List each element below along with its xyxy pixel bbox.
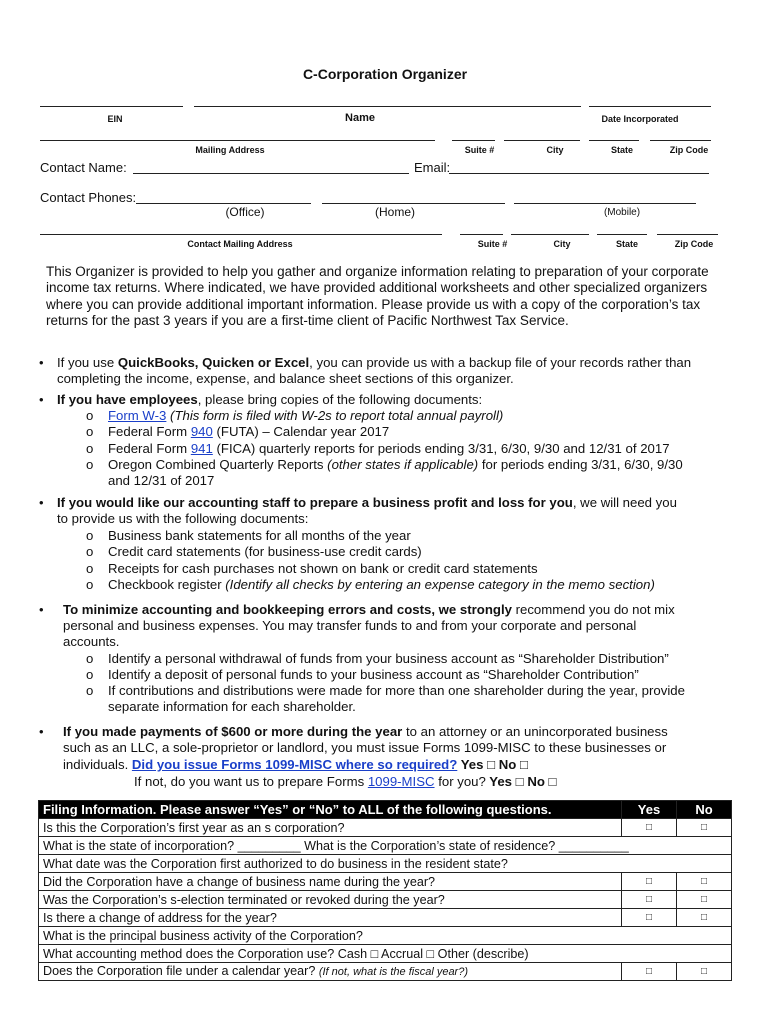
form-940-link[interactable]: 940 <box>190 424 213 439</box>
question-authorized-date[interactable]: What date was the Corporation first authorized to do business in the resident state? <box>39 855 732 873</box>
question-state[interactable]: What is the state of incorporation? _________ What is the Corporation’s state of residence? __________ <box>39 837 732 855</box>
no-checkbox[interactable]: □ <box>677 963 732 981</box>
contact-mailing-address-label: Contact Mailing Address <box>187 239 293 249</box>
sub-bullet-icon: o <box>86 683 94 698</box>
contact-phones-label: Contact Phones: <box>40 190 137 205</box>
no-checkbox[interactable]: □ <box>677 873 732 891</box>
sub-bullet-icon: o <box>86 424 94 439</box>
item-oregon-reports: Oregon Combined Quarterly Reports (other states if applicable) for periods ending 3/31, 6/30, 9/30 and 12/31 of 2017 <box>108 457 683 489</box>
mailing-address-field[interactable] <box>40 140 435 141</box>
bullet-minimize-errors-line3: accounts. <box>63 634 120 649</box>
table-row <box>39 927 732 945</box>
question-first-year: Is this the Corporation’s first year as an s corporation? <box>39 819 622 837</box>
bullet-icon: • <box>39 355 44 370</box>
zip-field[interactable] <box>650 140 711 141</box>
mobile-phone-field[interactable] <box>514 203 696 204</box>
question-address-change: Is there a change of address for the year? <box>39 909 622 927</box>
state-field[interactable] <box>589 140 639 141</box>
item-form-w3: Form W-3 (This form is filed with W-2s to report total annual payroll) <box>108 408 504 423</box>
contact-mailing-address-field[interactable] <box>40 234 442 235</box>
zip-label: Zip Code <box>669 145 709 155</box>
no-header: No <box>677 801 732 819</box>
no-checkbox[interactable]: □ <box>677 891 732 909</box>
email-field[interactable] <box>449 173 709 174</box>
contact-state-field[interactable] <box>597 234 647 235</box>
bullet-employees: If you have employees, please bring copies of the following documents: <box>57 392 483 407</box>
contact-state-label: State <box>615 239 638 249</box>
filing-header: Filing Information. Please answer “Yes” or “No” to ALL of the following questions. <box>39 801 622 819</box>
item-multiple-shareholders: If contributions and distributions were made for more than one shareholder during the year, provide separate information for each shareholder. <box>108 683 685 715</box>
yes-header: Yes <box>622 801 677 819</box>
question-business-activity[interactable]: What is the principal business activity of the Corporation? <box>39 927 732 945</box>
bullet-profit-loss: If you would like our accounting staff to prepare a business profit and loss for you, we will need you to provide us with the following documents: <box>57 495 677 527</box>
table-row <box>39 837 732 855</box>
sub-bullet-icon: o <box>86 457 94 472</box>
name-field[interactable] <box>194 106 581 107</box>
bullet-1099-payments: If you made payments of $600 or more during the year to an attorney or an unincorporated business <box>63 724 668 739</box>
yes-checkbox[interactable]: □ <box>622 891 677 909</box>
item-credit-card-statements: Credit card statements (for business-use credit cards) <box>108 544 422 559</box>
form-941-link[interactable]: 941 <box>190 441 213 456</box>
sub-bullet-icon: o <box>86 528 94 543</box>
suite-label: Suite # <box>464 145 495 155</box>
table-row <box>39 855 732 873</box>
contact-name-field[interactable] <box>133 173 409 174</box>
name-label: Name <box>345 112 375 124</box>
bullet-1099-line3: individuals. Did you issue Forms 1099-MISC where so required? Yes □ No □ <box>63 757 528 772</box>
item-form-941: Federal Form 941 (FICA) quarterly reports for periods ending 3/31, 6/30, 9/30 and 12/31 of 2017 <box>108 441 670 456</box>
suite-field[interactable] <box>452 140 495 141</box>
contact-zip-field[interactable] <box>657 234 718 235</box>
table-row <box>39 945 732 963</box>
sub-bullet-icon: o <box>86 408 94 423</box>
item-shareholder-distribution: Identify a personal withdrawal of funds from your business account as “Shareholder Distribution” <box>108 651 669 666</box>
office-phone-field[interactable] <box>136 203 311 204</box>
question-name-change: Did the Corporation have a change of business name during the year? <box>39 873 622 891</box>
item-receipts: Receipts for cash purchases not shown on bank or credit card statements <box>108 561 538 576</box>
table-row <box>39 873 732 891</box>
bullet-1099-line2: such as an LLC, a sole-proprietor or landlord, you must issue Forms 1099-MISC to these businesses or <box>63 740 667 755</box>
yes-checkbox[interactable]: □ <box>622 909 677 927</box>
item-form-940: Federal Form 940 (FUTA) – Calendar year 2017 <box>108 424 390 439</box>
mobile-label: (Mobile) <box>603 207 641 218</box>
bullet-icon: • <box>39 495 44 510</box>
ein-label: EIN <box>107 114 123 124</box>
state-label: State <box>610 145 633 155</box>
bullet-icon: • <box>39 724 44 739</box>
page-title: C-Corporation Organizer <box>302 66 468 82</box>
no-checkbox[interactable]: □ <box>677 819 732 837</box>
bullet-icon: • <box>39 602 44 617</box>
question-s-election: Was the Corporation’s s-election terminated or revoked during the year? <box>39 891 622 909</box>
bullet-icon: • <box>39 392 44 407</box>
item-bank-statements: Business bank statements for all months of the year <box>108 528 411 543</box>
bullet-1099-line4: If not, do you want us to prepare Forms 1099-MISC for you? Yes □ No □ <box>134 774 557 789</box>
contact-city-field[interactable] <box>511 234 589 235</box>
city-label: City <box>546 145 564 155</box>
table-header-row <box>39 801 732 819</box>
email-label: Email: <box>414 160 451 175</box>
home-phone-field[interactable] <box>322 203 505 204</box>
table-row <box>39 909 732 927</box>
sub-bullet-icon: o <box>86 651 94 666</box>
ein-field[interactable] <box>40 106 183 107</box>
contact-suite-label: Suite # <box>477 239 508 249</box>
no-checkbox[interactable]: □ <box>677 909 732 927</box>
date-incorporated-label: Date Incorporated <box>601 114 679 124</box>
sub-bullet-icon: o <box>86 561 94 576</box>
bullet-minimize-errors: To minimize accounting and bookkeeping errors and costs, we strongly recommend you do not mix <box>63 602 675 617</box>
contact-zip-label: Zip Code <box>674 239 714 249</box>
yes-checkbox[interactable]: □ <box>622 819 677 837</box>
office-label: (Office) <box>225 205 265 219</box>
contact-city-label: City <box>553 239 571 249</box>
intro-paragraph: This Organizer is provided to help you gather and organize information relating to preparation of your corporate income tax returns. Where indicated, we have provided additional worksheets and other specialized organizers where you can provide additional important information. Please provide us with a copy of the corporation’s tax returns for the past 3 years if you are a first-time client of Pacific Northwest Tax Service. <box>46 264 709 329</box>
sub-bullet-icon: o <box>86 577 94 592</box>
item-shareholder-contribution: Identify a deposit of personal funds to your business account as “Shareholder Contribution” <box>108 667 639 682</box>
prepare-1099-yes-no[interactable]: Yes □ No □ <box>485 774 557 789</box>
issued-1099-link[interactable]: Did you issue Forms 1099-MISC where so required? <box>131 757 458 772</box>
table-row <box>39 963 732 981</box>
question-accounting-method[interactable]: What accounting method does the Corporation use? Cash □ Accrual □ Other (describe) <box>39 945 732 963</box>
table-row <box>39 819 732 837</box>
question-calendar-year: Does the Corporation file under a calendar year? (If not, what is the fiscal year?) <box>39 963 622 981</box>
contact-name-label: Contact Name: <box>40 160 127 175</box>
issued-1099-yes-no[interactable]: Yes □ No □ <box>457 757 528 772</box>
bullet-quickbooks: If you use QuickBooks, Quicken or Excel, you can provide us with a backup file of your records rather than completing the income, expense, and balance sheet sections of this organizer. <box>57 355 692 387</box>
mailing-address-label: Mailing Address <box>195 145 265 155</box>
bullet-minimize-errors-line2: personal and business expenses. You may transfer funds to and from your corporate and personal <box>63 618 637 633</box>
item-checkbook-register: Checkbook register (Identify all checks by entering an expense category in the memo section) <box>108 577 655 592</box>
sub-bullet-icon: o <box>86 544 94 559</box>
form-1099-misc-link[interactable]: 1099-MISC <box>367 774 435 789</box>
yes-checkbox[interactable]: □ <box>622 873 677 891</box>
filing-information-table <box>38 800 732 981</box>
sub-bullet-icon: o <box>86 667 94 682</box>
form-w3-link[interactable]: Form W-3 <box>108 408 167 423</box>
table-row <box>39 891 732 909</box>
city-field[interactable] <box>504 140 580 141</box>
yes-checkbox[interactable]: □ <box>622 963 677 981</box>
date-incorporated-field[interactable] <box>589 106 711 107</box>
home-label: (Home) <box>374 205 415 219</box>
sub-bullet-icon: o <box>86 441 94 456</box>
contact-suite-field[interactable] <box>460 234 503 235</box>
